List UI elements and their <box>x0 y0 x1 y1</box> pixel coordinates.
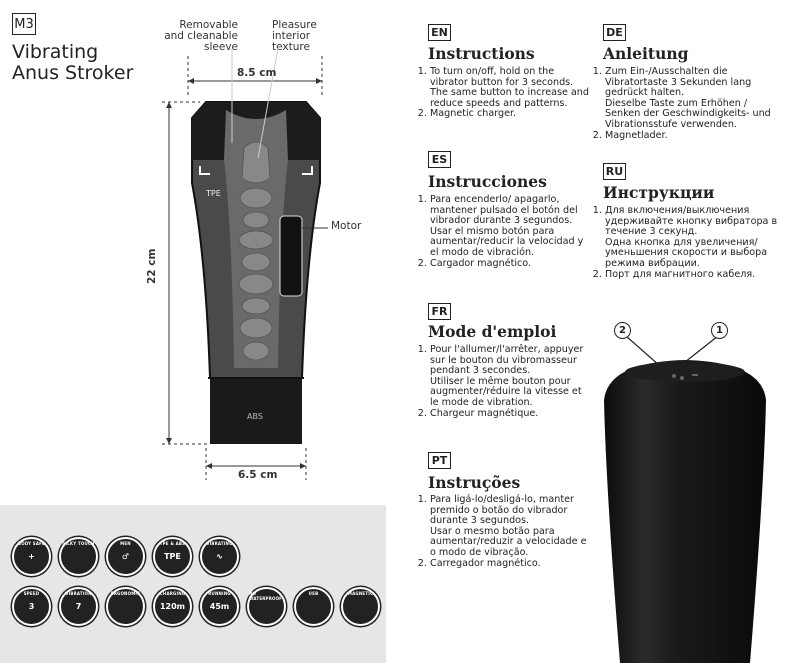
icon-caption: MAGNETIC <box>347 591 374 596</box>
instruction-line: Dieselbe Taste zum Erhöhen / Senken der Geschwindigkeits- und Vibrationsstufe verwenden. <box>605 97 771 130</box>
instruction-step <box>430 195 590 259</box>
no-waterproof-icon <box>247 587 286 626</box>
steps-de <box>591 67 780 141</box>
instruction-line: 2. Chargeur magnétique. <box>430 407 539 419</box>
section-title-fr: Mode d'emploi <box>428 322 557 341</box>
instruction-step <box>430 409 590 420</box>
instruction-line: 2. Порт для магнитного кабеля. <box>605 268 756 280</box>
instruction-step <box>430 559 590 570</box>
instruction-line: Usar o mesmo botão para aumentar/reduzir a velocidade e o modo de vibração. <box>430 525 587 558</box>
icon-caption: NO WATERPROOF <box>249 591 283 601</box>
section-title-ru: Инструкции <box>603 183 715 202</box>
lang-code-en: EN <box>428 24 451 41</box>
instruction-line: 1. Для включения/выключения удерживайте кнопку вибратора в течение 3 секунд. <box>605 205 778 238</box>
icon-value: 3 <box>28 602 35 611</box>
icon-caption: VIBRATION <box>65 591 92 596</box>
steps-pt <box>416 495 590 569</box>
icon-caption: MEN <box>120 541 131 546</box>
section-title-pt: Instruções <box>428 473 521 492</box>
icon-caption: RUNNING <box>208 591 231 596</box>
section-title-es: Instrucciones <box>428 172 547 191</box>
dim-bottom-width: 6.5 cm <box>238 469 278 481</box>
product-title-line1: Vibrating <box>12 41 99 63</box>
lang-code-ru: RU <box>603 163 626 180</box>
instruction-step <box>605 270 785 281</box>
steps-es <box>416 195 590 269</box>
vibrating-icon <box>200 537 239 576</box>
instruction-line: 1. To turn on/off, hold on the vibrator button for 3 seconds. <box>430 66 574 88</box>
icon-value: 120m <box>159 602 186 611</box>
men-icon <box>106 537 145 576</box>
section-title-en: Instructions <box>428 44 535 63</box>
icon-caption: SILKY TOUCH <box>62 541 95 546</box>
feature-icon-panel <box>0 505 386 663</box>
magnetic-icon <box>341 587 380 626</box>
lang-code-es: ES <box>428 151 451 168</box>
dim-height: 22 cm <box>146 248 158 284</box>
lang-code-de: DE <box>603 24 626 41</box>
instruction-line: 1. Zum Ein-/Ausschalten die Vibratortaste 3 Sekunden lang gedrückt halten. <box>605 66 752 99</box>
material-icon <box>153 537 192 576</box>
instruction-line: 1. Para encenderlo/ apagarlo, mantener pulsado el botón del vibrador durante 3 segundos. <box>430 194 578 227</box>
product-diagram <box>140 48 370 488</box>
icon-value: ∿ <box>216 552 223 561</box>
lang-code-fr: FR <box>428 303 451 320</box>
icon-caption: USB <box>308 591 319 596</box>
model-code: M3 <box>12 13 36 35</box>
instruction-line: Usar el mismo botón para aumentar/reducir la velocidad y el modo de vibración. <box>430 225 584 258</box>
speed-icon <box>12 587 51 626</box>
instruction-line: 2. Carregador magnético. <box>430 557 541 569</box>
steps-fr <box>416 345 590 419</box>
icon-caption: SPEED <box>23 591 40 596</box>
label-abs: ABS <box>247 412 263 421</box>
icon-caption: CHARGING <box>159 591 186 596</box>
steps-en <box>416 67 590 120</box>
instruction-step <box>605 206 785 270</box>
product-title-line2: Anus Stroker <box>12 62 134 84</box>
instruction-step <box>430 495 590 559</box>
instruction-line: 2. Magnetlader. <box>605 129 668 141</box>
callout-sleeve: Removable and cleanable sleeve <box>164 19 238 53</box>
charging-icon <box>153 587 192 626</box>
silky-touch-icon <box>59 537 98 576</box>
instruction-line: 1. Para ligá-lo/desligá-lo, manter premido o botão do vibrador durante 3 segundos. <box>430 494 574 527</box>
running-icon <box>200 587 239 626</box>
icon-value: + <box>28 552 35 561</box>
marker-2: 2 <box>614 322 631 339</box>
instruction-step <box>605 131 780 142</box>
steps-ru <box>591 206 785 280</box>
instruction-line: Utiliser le même bouton pour augmenter/réduire la vitesse et le mode de vibration. <box>430 375 582 408</box>
instruction-step <box>430 345 590 409</box>
icon-value: 45m <box>209 602 230 611</box>
instruction-line: 2. Magnetic charger. <box>430 108 517 120</box>
label-tpe: TPE <box>206 189 221 198</box>
instruction-line: 1. Pour l'allumer/l'arrêter, appuyer sur le bouton du vibromasseur pendant 3 secondes. <box>430 344 584 377</box>
icon-value: ♂ <box>121 552 130 561</box>
callout-motor: Motor <box>331 220 362 232</box>
section-title-de: Anleitung <box>603 44 689 63</box>
instruction-step <box>430 109 590 120</box>
vibration-modes-icon <box>59 587 98 626</box>
icon-value: TPE <box>164 552 181 561</box>
instruction-step <box>430 259 590 270</box>
callout-texture: Pleasure interior texture <box>272 19 317 53</box>
instruction-line: The same button to increase and reduce speeds and patterns. <box>430 87 589 109</box>
icon-value: 7 <box>75 602 82 611</box>
ergonomic-icon <box>106 587 145 626</box>
lang-code-pt: PT <box>428 452 451 469</box>
instruction-step <box>605 67 780 131</box>
device-photo <box>590 340 780 663</box>
instruction-line: 2. Cargador magnético. <box>430 257 532 269</box>
marker-1: 1 <box>711 322 728 339</box>
icon-caption: ERGONOMIC <box>110 591 141 596</box>
instruction-line: Одна кнопка для увеличения/уменьшения скорости и выбора режима вибрации. <box>605 236 768 269</box>
icon-caption: TPE & ABS <box>159 541 186 546</box>
icon-caption: VIBRATING <box>206 541 233 546</box>
dim-top-width: 8.5 cm <box>237 67 277 79</box>
body-safe-icon <box>12 537 51 576</box>
usb-icon <box>294 587 333 626</box>
icon-caption: BODY SAFE <box>17 541 45 546</box>
instruction-step <box>430 67 590 109</box>
